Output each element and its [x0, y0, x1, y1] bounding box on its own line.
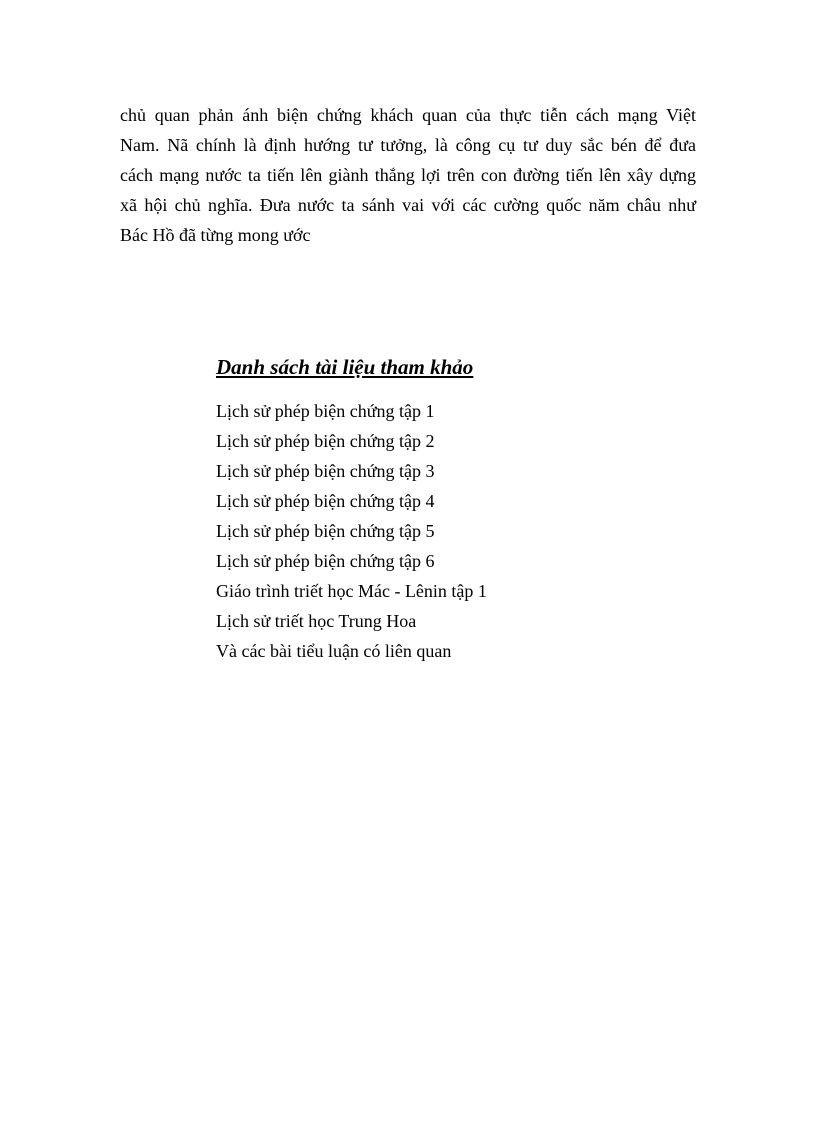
- reference-item: Lịch sử phép biện chứng tập 1: [216, 401, 435, 421]
- reference-item: Lịch sử phép biện chứng tập 5: [216, 521, 435, 541]
- reference-item: Lịch sử phép biện chứng tập 4: [216, 491, 435, 511]
- paragraph-line: xã hội chủ nghĩa. Đưa nước ta sánh vai với các cường quốc năm châu như: [120, 195, 696, 215]
- reference-item: Giáo trình triết học Mác - Lênin tập 1: [216, 581, 487, 601]
- reference-item: Và các bài tiểu luận có liên quan: [216, 641, 452, 661]
- reference-item: Lịch sử triết học Trung Hoa: [216, 611, 417, 631]
- references-title: Danh sách tài liệu tham khảo: [216, 355, 474, 379]
- paragraph-line: Bác Hồ đã từng mong ước: [120, 225, 311, 245]
- reference-item: Lịch sử phép biện chứng tập 2: [216, 431, 435, 451]
- reference-item: Lịch sử phép biện chứng tập 6: [216, 551, 435, 571]
- paragraph-line: Nam. Nã chính là định hướng tư tưởng, là công cụ tư duy sắc bén để đưa: [120, 135, 696, 155]
- references-section: [216, 352, 696, 666]
- body-paragraph: [120, 100, 696, 250]
- paragraph-line: chủ quan phản ánh biện chứng khách quan của thực tiễn cách mạng Việt: [120, 105, 696, 125]
- references-list: [216, 396, 696, 666]
- paragraph-line: cách mạng nước ta tiến lên giành thắng lợi trên con đường tiến lên xây dựng: [120, 165, 696, 185]
- reference-item: Lịch sử phép biện chứng tập 3: [216, 461, 435, 481]
